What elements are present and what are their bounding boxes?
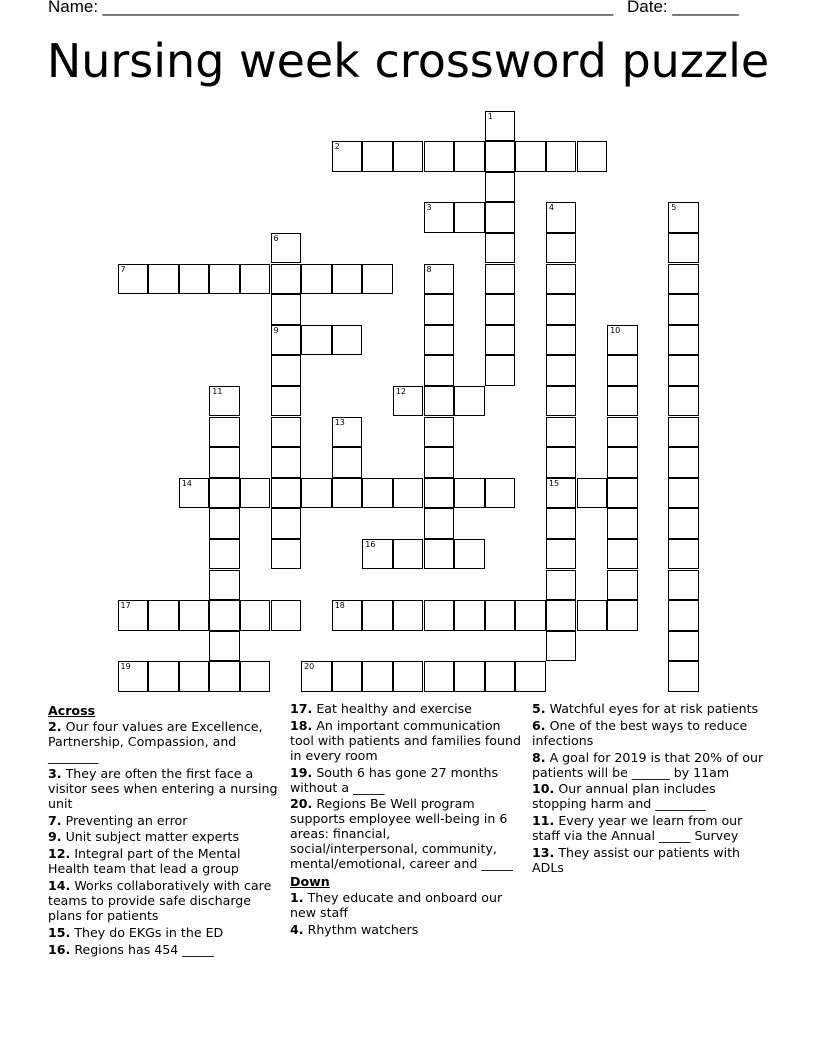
grid-cell[interactable] — [546, 417, 577, 448]
clue-item — [48, 942, 280, 957]
clue-column-1 — [48, 701, 280, 958]
clue-number: 3 — [426, 203, 432, 213]
clue-number: 15 — [548, 478, 560, 488]
grid-cell[interactable] — [546, 233, 577, 264]
grid-cell[interactable] — [209, 570, 240, 601]
grid-cell[interactable] — [240, 600, 271, 631]
clue-number-label: 6. — [532, 717, 546, 733]
clue-number: 10 — [610, 325, 621, 335]
clue-item — [48, 925, 280, 940]
clue-item — [48, 813, 280, 828]
clue-text: Our four values are Excellence, Partnership, Compassion, and ________ — [48, 719, 263, 764]
grid-cell[interactable] — [424, 325, 455, 356]
grid-cell[interactable] — [332, 661, 363, 692]
clue-item — [532, 845, 764, 875]
clue-number-label: 11. — [532, 813, 555, 829]
grid-cell[interactable] — [607, 478, 638, 509]
clue-text: Integral part of the Mental Health team that lead a group — [48, 846, 241, 877]
clue-text: They are often the first face a visitor sees when entering a nursing unit — [48, 765, 278, 811]
clue-item — [48, 829, 280, 844]
grid-cell[interactable] — [546, 447, 577, 478]
clue-number: 9 — [273, 325, 279, 335]
grid-cell[interactable] — [301, 661, 332, 692]
clue-number-label: 10. — [532, 781, 555, 797]
clue-number: 6 — [273, 233, 279, 243]
grid-cell[interactable] — [118, 600, 149, 631]
clue-text: South 6 has gone 27 months without a _____ — [290, 764, 499, 795]
grid-cell[interactable] — [485, 600, 516, 631]
grid-cell[interactable] — [209, 447, 240, 478]
grid-cell[interactable] — [454, 386, 485, 417]
grid-cell[interactable] — [209, 417, 240, 448]
grid-cell[interactable] — [668, 233, 699, 264]
grid-cell[interactable] — [668, 294, 699, 325]
clue-text: They do EKGs in the ED — [70, 924, 224, 940]
grid-cell[interactable] — [668, 417, 699, 448]
grid-cell[interactable] — [332, 478, 363, 509]
grid-cell[interactable] — [271, 478, 302, 509]
clue-number-label: 3. — [48, 765, 62, 781]
clue-number-label: 20. — [290, 796, 313, 812]
grid-cell[interactable] — [485, 172, 516, 203]
grid-cell[interactable] — [362, 141, 393, 172]
clue-text: An important communication tool with patients and families found in every room — [290, 717, 521, 763]
grid-cell[interactable] — [362, 264, 393, 295]
grid-cell[interactable] — [179, 661, 210, 692]
grid-cell[interactable] — [607, 417, 638, 448]
clue-text: Every year we learn from our staff via the Annual _____ Survey — [532, 813, 743, 844]
clue-number: 12 — [395, 386, 407, 396]
grid-cell[interactable] — [209, 661, 240, 692]
clue-item — [290, 701, 522, 716]
grid-cell[interactable] — [607, 386, 638, 417]
clue-item — [290, 890, 522, 920]
grid-cell[interactable] — [607, 600, 638, 631]
grid-cell[interactable] — [546, 631, 577, 662]
clue-number-label: 1. — [290, 890, 304, 906]
grid-cell[interactable] — [301, 325, 332, 356]
grid-cell[interactable] — [332, 447, 363, 478]
grid-cell[interactable] — [424, 264, 455, 295]
grid-cell[interactable] — [332, 264, 363, 295]
grid-cell[interactable] — [485, 233, 516, 264]
grid-cell[interactable] — [393, 141, 424, 172]
grid-cell[interactable] — [485, 325, 516, 356]
grid-cell[interactable] — [271, 386, 302, 417]
clue-text: Preventing an error — [61, 812, 188, 828]
grid-cell[interactable] — [668, 661, 699, 692]
down-heading: Down — [290, 874, 330, 890]
grid-cell[interactable] — [668, 447, 699, 478]
grid-cell[interactable] — [546, 202, 577, 233]
clue-number: 13 — [334, 417, 345, 427]
grid-cell[interactable] — [607, 355, 638, 386]
grid-cell[interactable] — [332, 417, 363, 448]
clue-number-label: 13. — [532, 844, 555, 860]
grid-cell[interactable] — [546, 508, 577, 539]
clue-number: 17 — [120, 601, 131, 611]
grid-cell[interactable] — [362, 661, 393, 692]
grid-cell[interactable] — [209, 508, 240, 539]
clue-item — [290, 922, 522, 937]
grid-cell[interactable] — [393, 600, 424, 631]
grid-cell[interactable] — [362, 600, 393, 631]
grid-cell[interactable] — [209, 631, 240, 662]
clue-item — [290, 765, 522, 795]
grid-cell[interactable] — [271, 447, 302, 478]
grid-cell[interactable] — [424, 417, 455, 448]
clue-number: 19 — [120, 662, 131, 672]
grid-cell[interactable] — [271, 294, 302, 325]
grid-cell[interactable] — [668, 631, 699, 662]
grid-cell[interactable] — [607, 447, 638, 478]
grid-cell[interactable] — [271, 264, 302, 295]
clue-number: 20 — [304, 662, 315, 672]
grid-cell[interactable] — [209, 386, 240, 417]
clue-text: Rhythm watchers — [303, 922, 419, 938]
grid-cell[interactable] — [668, 539, 699, 570]
grid-cell[interactable] — [668, 202, 699, 233]
clue-item — [48, 878, 280, 923]
grid-cell[interactable] — [485, 202, 516, 233]
grid-cell[interactable] — [668, 570, 699, 601]
date-field: Date: _______ — [627, 0, 739, 16]
grid-cell[interactable] — [424, 386, 455, 417]
clue-text: Regions Be Well program supports employee well-being in 6 areas: financial, social/interpersonal, community, mental/emotional, career and _____ — [290, 796, 513, 872]
clue-column-3 — [532, 701, 764, 877]
clue-text: Our annual plan includes stopping harm and ________ — [532, 781, 716, 812]
grid-cell[interactable] — [546, 539, 577, 570]
clue-item — [532, 813, 764, 843]
clue-number-label: 5. — [532, 701, 546, 716]
grid-cell[interactable] — [240, 478, 271, 509]
clue-number-label: 8. — [532, 749, 546, 765]
grid-cell[interactable] — [271, 600, 302, 631]
grid-cell[interactable] — [515, 600, 546, 631]
grid-cell[interactable] — [546, 294, 577, 325]
grid-cell[interactable] — [332, 141, 363, 172]
grid-cell[interactable] — [424, 661, 455, 692]
grid-cell[interactable] — [668, 600, 699, 631]
grid-cell[interactable] — [668, 478, 699, 509]
grid-cell[interactable] — [179, 600, 210, 631]
grid-cell[interactable] — [424, 447, 455, 478]
grid-cell[interactable] — [485, 478, 516, 509]
grid-cell[interactable] — [546, 141, 577, 172]
clue-number: 18 — [334, 601, 345, 611]
grid-cell[interactable] — [118, 661, 149, 692]
grid-cell[interactable] — [454, 202, 485, 233]
grid-cell[interactable] — [271, 355, 302, 386]
grid-cell[interactable] — [148, 600, 179, 631]
grid-cell[interactable] — [577, 141, 608, 172]
grid-cell[interactable] — [301, 264, 332, 295]
grid-cell[interactable] — [179, 264, 210, 295]
clue-number-label: 19. — [290, 764, 313, 780]
grid-cell[interactable] — [424, 508, 455, 539]
grid-cell[interactable] — [485, 294, 516, 325]
grid-cell[interactable] — [485, 355, 516, 386]
clue-number: 14 — [181, 478, 192, 488]
grid-cell[interactable] — [515, 141, 546, 172]
clue-number-label: 12. — [48, 846, 71, 862]
grid-cell[interactable] — [209, 539, 240, 570]
clue-text: Eat healthy and exercise — [312, 701, 472, 716]
page-title: Nursing week crossword puzzle — [46, 34, 770, 88]
clue-text: One of the best ways to reduce infections — [532, 717, 748, 748]
grid-cell[interactable] — [393, 386, 424, 417]
clue-text: Unit subject matter experts — [61, 829, 240, 845]
clue-number: 16 — [365, 539, 376, 549]
grid-cell[interactable] — [424, 141, 455, 172]
clue-item — [532, 701, 764, 716]
grid-cell[interactable] — [454, 539, 485, 570]
grid-cell[interactable] — [424, 539, 455, 570]
clue-number: 5 — [671, 203, 677, 213]
grid-cell[interactable] — [546, 570, 577, 601]
grid-cell[interactable] — [240, 661, 271, 692]
grid-cell[interactable] — [668, 508, 699, 539]
grid-cell[interactable] — [179, 478, 210, 509]
clue-number-label: 7. — [48, 812, 62, 828]
grid-cell[interactable] — [271, 233, 302, 264]
grid-cell[interactable] — [668, 386, 699, 417]
clue-number-label: 15. — [48, 924, 71, 940]
clue-item — [290, 796, 522, 871]
clue-number-label: 2. — [48, 719, 62, 734]
clue-item — [48, 766, 280, 811]
grid-cell[interactable] — [454, 600, 485, 631]
grid-cell[interactable] — [362, 478, 393, 509]
grid-cell[interactable] — [393, 478, 424, 509]
grid-cell[interactable] — [424, 294, 455, 325]
grid-cell[interactable] — [118, 264, 149, 295]
grid-cell[interactable] — [485, 141, 516, 172]
grid-cell[interactable] — [454, 141, 485, 172]
grid-cell[interactable] — [577, 600, 608, 631]
grid-cell[interactable] — [485, 111, 516, 142]
clue-column-2 — [290, 701, 522, 939]
grid-cell[interactable] — [546, 600, 577, 631]
name-field: Name: ______________________________________________________ — [48, 0, 614, 16]
grid-cell[interactable] — [668, 325, 699, 356]
grid-cell[interactable] — [332, 600, 363, 631]
grid-cell[interactable] — [209, 478, 240, 509]
grid-cell[interactable] — [393, 661, 424, 692]
grid-cell[interactable] — [240, 264, 271, 295]
clue-number-label: 9. — [48, 829, 62, 845]
grid-cell[interactable] — [546, 386, 577, 417]
grid-cell[interactable] — [546, 264, 577, 295]
grid-cell[interactable] — [454, 661, 485, 692]
grid-cell[interactable] — [515, 661, 546, 692]
grid-cell[interactable] — [546, 478, 577, 509]
grid-cell[interactable] — [209, 264, 240, 295]
clue-text: Regions has 454 _____ — [70, 941, 214, 957]
across-heading: Across — [48, 703, 96, 718]
grid-cell[interactable] — [607, 570, 638, 601]
clue-number-label: 4. — [290, 922, 304, 938]
clue-item — [532, 718, 764, 748]
grid-cell[interactable] — [485, 661, 516, 692]
clue-number-label: 17. — [290, 701, 313, 716]
clue-number: 8 — [426, 264, 432, 274]
grid-cell[interactable] — [271, 417, 302, 448]
grid-cell[interactable] — [607, 539, 638, 570]
clue-number: 2 — [334, 142, 340, 152]
clue-number: 4 — [548, 203, 554, 213]
grid-cell[interactable] — [577, 478, 608, 509]
clue-item — [48, 846, 280, 876]
clue-number: 1 — [487, 111, 493, 121]
grid-cell[interactable] — [362, 539, 393, 570]
clue-item — [48, 719, 280, 764]
grid-cell[interactable] — [148, 264, 179, 295]
clue-item — [290, 718, 522, 763]
clue-number-label: 18. — [290, 717, 313, 733]
grid-cell[interactable] — [485, 264, 516, 295]
grid-cell[interactable] — [607, 325, 638, 356]
grid-cell[interactable] — [424, 478, 455, 509]
clue-text: Works collaboratively with care teams to provide safe discharge plans for patients — [48, 877, 272, 923]
grid-cell[interactable] — [209, 600, 240, 631]
grid-cell[interactable] — [332, 325, 363, 356]
grid-cell[interactable] — [454, 478, 485, 509]
grid-cell[interactable] — [424, 600, 455, 631]
clue-number: 11 — [212, 386, 223, 396]
grid-cell[interactable] — [148, 661, 179, 692]
clue-item — [532, 781, 764, 811]
grid-cell[interactable] — [607, 508, 638, 539]
grid-cell[interactable] — [271, 325, 302, 356]
grid-cell[interactable] — [271, 508, 302, 539]
clue-number-label: 14. — [48, 877, 71, 893]
clue-text: They assist our patients with ADLs — [532, 844, 741, 875]
grid-cell[interactable] — [424, 355, 455, 386]
clue-text: A goal for 2019 is that 20% of our patients will be ______ by 11am — [532, 749, 764, 780]
grid-cell[interactable] — [393, 539, 424, 570]
clue-item — [532, 750, 764, 780]
grid-cell[interactable] — [546, 355, 577, 386]
grid-cell[interactable] — [424, 202, 455, 233]
grid-cell[interactable] — [271, 539, 302, 570]
grid-cell[interactable] — [546, 325, 577, 356]
clue-number: 7 — [120, 264, 126, 274]
clue-text: Watchful eyes for at risk patients — [545, 701, 759, 716]
clue-number-label: 16. — [48, 941, 71, 957]
grid-cell[interactable] — [668, 355, 699, 386]
clue-text: They educate and onboard our new staff — [290, 890, 503, 921]
grid-cell[interactable] — [301, 478, 332, 509]
grid-cell[interactable] — [668, 264, 699, 295]
